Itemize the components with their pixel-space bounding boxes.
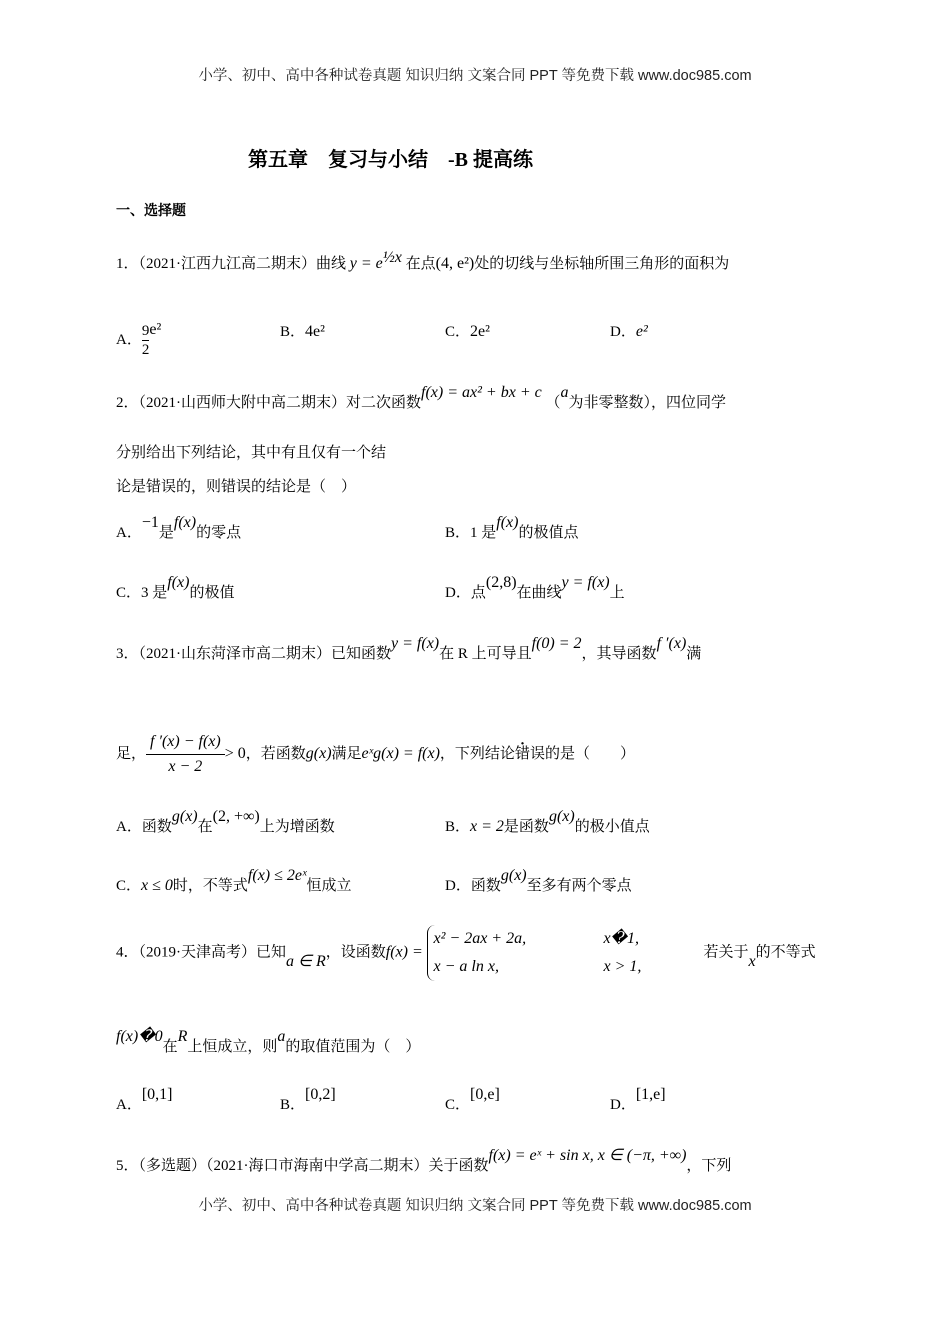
question-source: （2021·山东菏泽市高二期末）已知函数 bbox=[138, 646, 392, 662]
text: 至多有两个零点 bbox=[526, 878, 632, 894]
option-c[interactable] bbox=[116, 867, 352, 896]
math-expr: f(x) ≤ 2eˣ bbox=[247, 867, 307, 884]
option-label: D． bbox=[445, 878, 471, 894]
question-3 bbox=[116, 635, 702, 664]
option-a[interactable] bbox=[116, 1086, 173, 1115]
question-number: 2． bbox=[116, 395, 139, 411]
option-label: D． bbox=[610, 1097, 636, 1113]
question-source: （2021·江西九江高二期末）曲线 bbox=[138, 256, 347, 272]
option-d[interactable] bbox=[445, 574, 625, 603]
option-label: B． bbox=[280, 1097, 306, 1113]
question-source: （2019·天津高考）已知 bbox=[138, 944, 287, 961]
fraction bbox=[146, 730, 225, 779]
text: 是 bbox=[158, 525, 174, 541]
math-expr: (2, +∞) bbox=[212, 808, 260, 825]
text: ，下列 bbox=[686, 1158, 732, 1174]
text: ，若函数 bbox=[245, 745, 306, 762]
option-d[interactable] bbox=[610, 322, 648, 342]
case-cond: x > 1, bbox=[603, 958, 642, 975]
text: 的极小值点 bbox=[574, 819, 650, 835]
math-expr: (4, e²) bbox=[435, 255, 475, 272]
text: 在 bbox=[197, 819, 213, 835]
question-number: 4． bbox=[116, 944, 139, 961]
text: 1 是 bbox=[470, 525, 497, 541]
text: 的极值点 bbox=[518, 525, 579, 541]
text: 在 bbox=[162, 1039, 178, 1055]
text: 的取值范围为（ ） bbox=[285, 1039, 421, 1055]
text: （ bbox=[545, 395, 561, 411]
fraction-den: 2 bbox=[141, 342, 150, 358]
math-exponent: ½x bbox=[382, 249, 402, 266]
option-b[interactable] bbox=[280, 322, 325, 342]
text: 3 是 bbox=[141, 585, 168, 601]
text: 上 bbox=[609, 585, 625, 601]
page-title: 第五章 复习与小结 -B 提高练 bbox=[248, 149, 533, 171]
case-cond: x�1, bbox=[603, 930, 640, 947]
text: 为非零整数），四位同学 bbox=[568, 395, 726, 411]
math-var: R bbox=[177, 1028, 188, 1045]
text: 点 bbox=[470, 585, 486, 601]
option-b[interactable] bbox=[445, 808, 650, 837]
text: ，下列结论 bbox=[439, 745, 515, 762]
question-number: 3． bbox=[116, 646, 139, 662]
text: 函数 bbox=[141, 819, 172, 835]
text: 上为增函数 bbox=[259, 819, 335, 835]
option-label: B． bbox=[280, 324, 306, 340]
text: 在点 bbox=[405, 256, 436, 272]
text: 的极值 bbox=[189, 585, 235, 601]
math-expr: g(x) bbox=[500, 867, 527, 884]
math-expr: y = e bbox=[349, 255, 383, 272]
option-d[interactable] bbox=[610, 1086, 666, 1115]
option-label: D． bbox=[445, 585, 471, 601]
math-expr: eˣg(x) = f(x) bbox=[361, 744, 440, 762]
option-a[interactable] bbox=[116, 808, 335, 837]
case-expr: x² − 2ax + 2a, bbox=[433, 930, 527, 947]
math-expr: x = 2 bbox=[470, 818, 504, 835]
question-1 bbox=[116, 248, 729, 274]
math-expr: f(x) bbox=[173, 514, 197, 531]
text: 时，不等式 bbox=[172, 878, 248, 894]
option-label: A． bbox=[116, 331, 142, 348]
math-expr: > 0 bbox=[224, 744, 246, 762]
math-expr: g(x) bbox=[171, 808, 198, 825]
case-expr: x − a ln x, bbox=[433, 958, 499, 975]
option-c[interactable] bbox=[116, 574, 235, 603]
math-expr: e² bbox=[149, 320, 162, 338]
math-expr: g(x) bbox=[305, 744, 332, 762]
question-5 bbox=[116, 1147, 732, 1176]
math-expr: f(x) = ax² + bx + c bbox=[421, 384, 542, 401]
question-source: （2021·山西师大附中高二期末）对二次函数 bbox=[138, 395, 422, 411]
page-footer: 小学、初中、高中各种试卷真题 知识归纳 文案合同 PPT 等免费下载 www.doc985.com bbox=[198, 1198, 752, 1214]
math-var: x bbox=[748, 953, 756, 971]
math-var: a bbox=[560, 384, 569, 401]
option-c[interactable] bbox=[445, 1086, 500, 1115]
math-expr: (2,8) bbox=[485, 574, 517, 591]
option-label: A． bbox=[116, 1097, 142, 1113]
text: ，其导函数 bbox=[581, 646, 657, 662]
math-expr: f(x) = bbox=[385, 943, 423, 961]
question-number: 5． bbox=[116, 1158, 139, 1174]
text: 满足 bbox=[331, 745, 362, 762]
text: 足， bbox=[116, 745, 147, 762]
option-label: A． bbox=[116, 525, 142, 541]
text: 若关于 bbox=[703, 944, 749, 961]
option-value: [1,e] bbox=[635, 1086, 666, 1103]
math-expr: f(0) = 2 bbox=[531, 635, 582, 652]
emphasized-text: 错误 bbox=[514, 745, 545, 762]
option-value: [0,1] bbox=[141, 1086, 173, 1103]
option-b[interactable] bbox=[445, 514, 579, 543]
option-label: B． bbox=[445, 525, 471, 541]
page-header: 小学、初中、高中各种试卷真题 知识归纳 文案合同 PPT 等免费下载 www.doc985.com bbox=[198, 68, 752, 84]
option-a[interactable] bbox=[116, 322, 161, 359]
question-2-line3: 论是错误的，则错误的结论是（ ） bbox=[116, 479, 357, 495]
option-label: C． bbox=[445, 1097, 471, 1113]
math-expr: a ∈ R bbox=[286, 953, 326, 971]
math-expr: f(x)�0 bbox=[116, 1028, 163, 1045]
text: 满 bbox=[686, 646, 702, 662]
question-number: 1． bbox=[116, 256, 139, 272]
piecewise-function bbox=[427, 925, 704, 981]
math-expr: −1 bbox=[141, 514, 159, 531]
option-value: 4e² bbox=[305, 323, 325, 340]
option-value: e² bbox=[635, 323, 648, 340]
question-source: （多选题）（2021·海口市海南中学高二期末）关于函数 bbox=[138, 1158, 489, 1174]
question-1-options bbox=[116, 312, 836, 358]
math-expr: y = f(x) bbox=[561, 574, 610, 591]
option-value: [0,e] bbox=[470, 1086, 500, 1103]
math-expr: x ≤ 0 bbox=[141, 877, 173, 894]
option-label: A． bbox=[116, 819, 142, 835]
math-var: a bbox=[277, 1028, 286, 1045]
text: 是函数 bbox=[503, 819, 549, 835]
math-expr: f(x) bbox=[167, 574, 190, 591]
fraction-den: x − 2 bbox=[168, 758, 203, 775]
question-2-line2: 分别给出下列结论，其中有且仅有一个结 bbox=[116, 445, 387, 461]
text: 处的切线与坐标轴所围三角形的面积为 bbox=[474, 256, 730, 272]
text: 的不等式 bbox=[755, 944, 816, 961]
text: ，设函数 bbox=[325, 944, 386, 961]
math-expr: g(x) bbox=[548, 808, 575, 825]
option-value: 2e² bbox=[470, 323, 490, 340]
option-c[interactable] bbox=[445, 322, 490, 342]
question-4-line2 bbox=[116, 1028, 421, 1057]
fraction-num: 9 bbox=[141, 323, 150, 339]
option-label: C． bbox=[116, 878, 142, 894]
text: 上恒成立，则 bbox=[187, 1039, 278, 1055]
option-d[interactable] bbox=[445, 867, 632, 896]
section-heading: 一、选择题 bbox=[116, 204, 186, 219]
option-a[interactable] bbox=[116, 514, 242, 543]
math-expr: y = f(x) bbox=[391, 635, 440, 652]
option-label: C． bbox=[116, 585, 142, 601]
math-expr: f(x) bbox=[496, 514, 519, 531]
math-expr: f ′(x) bbox=[656, 635, 687, 652]
option-label: D． bbox=[610, 324, 636, 340]
text: 函数 bbox=[470, 878, 501, 894]
option-label: C． bbox=[445, 324, 471, 340]
text: 的是（ ） bbox=[544, 745, 635, 762]
fraction-num: f ′(x) − f(x) bbox=[146, 730, 225, 755]
option-value: [0,2] bbox=[305, 1086, 336, 1103]
text: 恒成立 bbox=[306, 878, 352, 894]
question-2 bbox=[116, 384, 726, 413]
text: 的零点 bbox=[196, 525, 242, 541]
question-3-line2 bbox=[116, 730, 635, 779]
text: 在 R 上可导且 bbox=[439, 646, 532, 662]
question-4 bbox=[116, 925, 816, 981]
math-expr: f(x) = eˣ + sin x, x ∈ (−π, +∞) bbox=[488, 1147, 687, 1164]
text: 在曲线 bbox=[516, 585, 562, 601]
option-b[interactable] bbox=[280, 1086, 336, 1115]
option-label: B． bbox=[445, 819, 471, 835]
